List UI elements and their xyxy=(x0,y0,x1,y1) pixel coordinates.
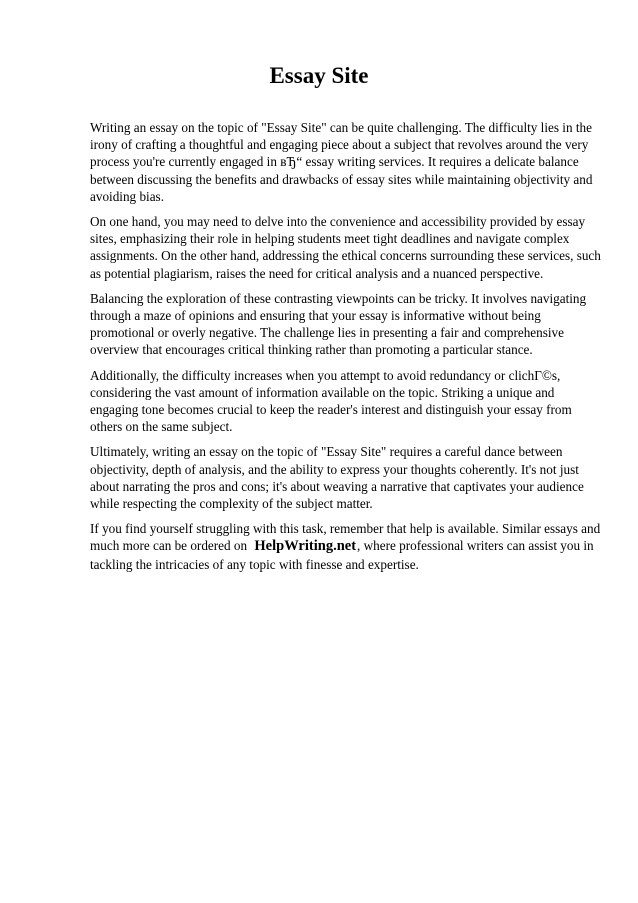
paragraph-5 xyxy=(90,443,600,512)
text-line: On one hand, you may need to delve into the convenience and accessibility provided by essay xyxy=(90,214,586,230)
text-line: overview that encourages critical thinking rather than promoting a particular stance. xyxy=(90,342,533,358)
text-segment: , where professional writers can assist you in xyxy=(357,538,594,554)
text-line: irony of crafting a thoughtful and engaging piece about a subject that revolves around the very xyxy=(90,137,589,153)
text-line: assignments. On the other hand, addressing the ethical concerns surrounding these services, such xyxy=(90,248,601,264)
page-title: Essay Site xyxy=(269,63,369,88)
paragraph-3 xyxy=(90,290,600,359)
text-line: considering the vast amount of information available on the topic. Striking a unique and xyxy=(90,384,555,400)
text-line: Additionally, the difficulty increases when you attempt to avoid redundancy or clichГ©s, xyxy=(90,367,561,383)
text-line: sites, emphasizing their role in helping students meet tight deadlines and navigate complex xyxy=(90,231,570,247)
text-line: about narrating the pros and cons; it's about weaving a narrative that captivates your audience xyxy=(90,478,584,494)
text-line-with-link xyxy=(90,537,600,555)
paragraph-6 xyxy=(90,520,600,573)
paragraph-2 xyxy=(90,213,600,282)
text-line: Ultimately, writing an essay on the topic of "Essay Site" requires a careful dance between xyxy=(90,444,563,460)
text-line: promotional or overly negative. The challenge lies in presenting a fair and comprehensive xyxy=(90,325,564,341)
helpwriting-link[interactable]: HelpWriting.net xyxy=(254,538,357,555)
text-line: process you're currently engaged in вЂ“ essay writing services. It requires a delicate balance xyxy=(90,154,579,170)
text-line: between discussing the benefits and drawbacks of essay sites while maintaining objectivity and xyxy=(90,171,593,187)
text-line: while respecting the complexity of the subject matter. xyxy=(90,496,373,512)
text-line: Writing an essay on the topic of "Essay Site" can be quite challenging. The difficulty lies in the xyxy=(90,120,592,135)
document-body xyxy=(90,119,600,581)
text-line: If you find yourself struggling with this task, remember that help is available. Similar essays and xyxy=(90,521,601,537)
paragraph-4 xyxy=(90,367,600,436)
text-line: Balancing the exploration of these contrasting viewpoints can be tricky. It involves navigating xyxy=(90,290,587,306)
text-line: avoiding bias. xyxy=(90,188,164,204)
text-line: others on the same subject. xyxy=(90,419,233,435)
text-line: as potential plagiarism, raises the need for critical analysis and a nuanced perspective. xyxy=(90,265,544,281)
paragraph-1 xyxy=(90,119,600,205)
text-segment: much more can be ordered on xyxy=(90,538,248,554)
text-line: tackling the intricacies of any topic with finesse and expertise. xyxy=(90,556,419,572)
text-line: objectivity, depth of analysis, and the ability to express your thoughts coherently. It's not just xyxy=(90,461,579,477)
text-line: through a maze of opinions and ensuring that your essay is informative without being xyxy=(90,308,541,324)
text-line: engaging tone becomes crucial to keep the reader's interest and distinguish your essay from xyxy=(90,402,572,418)
